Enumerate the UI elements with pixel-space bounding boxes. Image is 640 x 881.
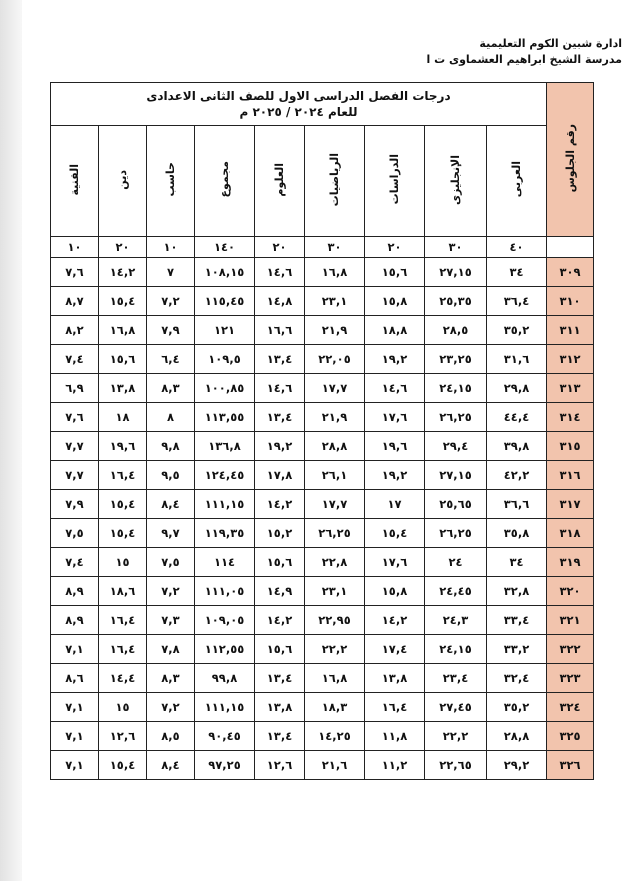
subject-header-label: العربى bbox=[510, 161, 523, 198]
seat-number-cell: ٣١٢ bbox=[547, 345, 594, 374]
score-cell: ١٣,٨ bbox=[255, 693, 305, 722]
seat-number-cell: ٣١٨ bbox=[547, 519, 594, 548]
score-cell: ١٢,٦ bbox=[99, 722, 147, 751]
subject-header-label: الدراسات bbox=[388, 154, 401, 205]
seat-number-cell: ٣٢٠ bbox=[547, 577, 594, 606]
score-cell: ٣٥,٢ bbox=[487, 693, 547, 722]
score-cell: ٧,٥ bbox=[147, 548, 195, 577]
score-cell: ٨,٥ bbox=[147, 722, 195, 751]
score-cell: ١٠٩,٠٥ bbox=[195, 606, 255, 635]
score-cell: ٩,٥ bbox=[147, 461, 195, 490]
subject-header-label: الإنجليزى bbox=[449, 154, 462, 205]
score-cell: ١١,٨ bbox=[365, 722, 425, 751]
score-cell: ٧,٢ bbox=[147, 577, 195, 606]
score-cell: ٤٢,٢ bbox=[487, 461, 547, 490]
seat-number-cell: ٣٢٣ bbox=[547, 664, 594, 693]
score-cell: ١٠٩,٥ bbox=[195, 345, 255, 374]
score-cell: ٩٩,٨ bbox=[195, 664, 255, 693]
table-row bbox=[51, 316, 594, 345]
score-cell: ٢١,٩ bbox=[305, 316, 365, 345]
score-cell: ٣٥,٨ bbox=[487, 519, 547, 548]
grades-table bbox=[50, 82, 594, 780]
score-cell: ١٢٤,٤٥ bbox=[195, 461, 255, 490]
score-cell: ١٧,٦ bbox=[365, 548, 425, 577]
score-cell: ٢١,٩ bbox=[305, 403, 365, 432]
score-cell: ١٧,٨ bbox=[255, 461, 305, 490]
score-cell: ٣٣,٤ bbox=[487, 606, 547, 635]
score-cell: ٧,٨ bbox=[147, 635, 195, 664]
score-cell: ٤٤,٤ bbox=[487, 403, 547, 432]
subject-header-label: الرياضيات bbox=[328, 152, 341, 207]
score-cell: ٢٦,٢٥ bbox=[305, 519, 365, 548]
table-row bbox=[51, 287, 594, 316]
score-cell: ١١١,١٥ bbox=[195, 693, 255, 722]
score-cell: ١٨,٨ bbox=[365, 316, 425, 345]
score-cell: ٣٥,٢ bbox=[487, 316, 547, 345]
subject-header-label: دين bbox=[116, 169, 129, 190]
seat-number-cell: ٣١٦ bbox=[547, 461, 594, 490]
score-cell: ٨,٣ bbox=[147, 374, 195, 403]
score-cell: ١٣,٨ bbox=[365, 664, 425, 693]
seat-number-cell: ٣١٥ bbox=[547, 432, 594, 461]
table-title-line2: للعام ٢٠٢٤ / ٢٠٢٥ م bbox=[239, 105, 358, 119]
subject-header-row bbox=[51, 126, 594, 237]
score-cell: ٢٢,٢ bbox=[425, 722, 487, 751]
table-row bbox=[51, 258, 594, 287]
score-cell: ٢١,٦ bbox=[305, 751, 365, 780]
score-cell: ٣٦,٦ bbox=[487, 490, 547, 519]
score-cell: ١٤,٢ bbox=[255, 606, 305, 635]
score-cell: ١٥,٦ bbox=[255, 548, 305, 577]
seat-number-cell: ٣٢٢ bbox=[547, 635, 594, 664]
score-cell: ١٥,٤ bbox=[99, 490, 147, 519]
subject-header bbox=[487, 126, 547, 237]
table-row bbox=[51, 490, 594, 519]
score-cell: ٢٤,٤٥ bbox=[425, 577, 487, 606]
score-cell: ١١٤ bbox=[195, 548, 255, 577]
score-cell: ٧,٤ bbox=[51, 548, 99, 577]
seat-number-cell: ٣١٩ bbox=[547, 548, 594, 577]
max-score-row bbox=[51, 237, 594, 258]
score-cell: ٢٨,٨ bbox=[487, 722, 547, 751]
score-cell: ١٣,٨ bbox=[99, 374, 147, 403]
table-row bbox=[51, 432, 594, 461]
score-cell: ٢٢,٨ bbox=[305, 548, 365, 577]
score-cell: ١٥,٨ bbox=[365, 577, 425, 606]
score-cell: ١٩,٦ bbox=[365, 432, 425, 461]
score-cell: ١٨ bbox=[99, 403, 147, 432]
seat-number-cell: ٣٢١ bbox=[547, 606, 594, 635]
score-cell: ٢٣,١ bbox=[305, 287, 365, 316]
score-cell: ٢٩,٤ bbox=[425, 432, 487, 461]
score-cell: ١٤,٦ bbox=[255, 374, 305, 403]
score-cell: ٢٢,٠٥ bbox=[305, 345, 365, 374]
subject-header bbox=[147, 126, 195, 237]
score-cell: ١١٢,٥٥ bbox=[195, 635, 255, 664]
score-cell: ٢٤,١٥ bbox=[425, 374, 487, 403]
seat-number-cell: ٣٢٦ bbox=[547, 751, 594, 780]
score-cell: ٢٤,١٥ bbox=[425, 635, 487, 664]
score-cell: ٣٢,٨ bbox=[487, 577, 547, 606]
table-row bbox=[51, 345, 594, 374]
table-row bbox=[51, 374, 594, 403]
score-cell: ١٥,٨ bbox=[365, 287, 425, 316]
score-cell: ١٤,٦ bbox=[255, 258, 305, 287]
score-cell: ٢٧,١٥ bbox=[425, 461, 487, 490]
score-cell: ٧,١ bbox=[51, 635, 99, 664]
seat-number-cell: ٣١٠ bbox=[547, 287, 594, 316]
score-cell: ٢٢,٩٥ bbox=[305, 606, 365, 635]
score-cell: ٩٧,٢٥ bbox=[195, 751, 255, 780]
score-cell: ١١٥,٤٥ bbox=[195, 287, 255, 316]
score-cell: ١١٩,٣٥ bbox=[195, 519, 255, 548]
score-cell: ١٥ bbox=[99, 693, 147, 722]
score-cell: ٢٧,١٥ bbox=[425, 258, 487, 287]
table-row bbox=[51, 751, 594, 780]
score-cell: ٣٤ bbox=[487, 548, 547, 577]
score-cell: ٣٣,٢ bbox=[487, 635, 547, 664]
score-cell: ٧,٧ bbox=[51, 461, 99, 490]
score-cell: ١٠٠,٨٥ bbox=[195, 374, 255, 403]
score-cell: ١٩,٢ bbox=[255, 432, 305, 461]
administration-name: ادارة شبين الكوم التعليمية bbox=[479, 37, 622, 50]
table-title bbox=[51, 83, 547, 126]
score-cell: ١١,٢ bbox=[365, 751, 425, 780]
score-cell: ٨,٩ bbox=[51, 606, 99, 635]
score-cell: ١٦,٨ bbox=[305, 258, 365, 287]
score-cell: ١٨,٣ bbox=[305, 693, 365, 722]
table-row bbox=[51, 403, 594, 432]
table-row bbox=[51, 519, 594, 548]
score-cell: ١٦,٤ bbox=[99, 461, 147, 490]
score-cell: ٢٦,١ bbox=[305, 461, 365, 490]
score-cell: ١٢,٦ bbox=[255, 751, 305, 780]
score-cell: ١٣٦,٨ bbox=[195, 432, 255, 461]
seat-number-cell: ٣٢٤ bbox=[547, 693, 594, 722]
score-cell: ٧,٩ bbox=[51, 490, 99, 519]
score-cell: ١٦,٤ bbox=[365, 693, 425, 722]
score-cell: ٢٥,٦٥ bbox=[425, 490, 487, 519]
seat-number-cell: ٣١٤ bbox=[547, 403, 594, 432]
score-cell: ٧,٢ bbox=[147, 693, 195, 722]
score-cell: ١١١,١٥ bbox=[195, 490, 255, 519]
subject-header-label: حاسب bbox=[164, 162, 177, 197]
subject-header bbox=[305, 126, 365, 237]
score-cell: ١٥,٤ bbox=[99, 751, 147, 780]
score-cell: ١٥,٢ bbox=[255, 519, 305, 548]
max-score-cell: ١٠ bbox=[51, 237, 99, 258]
score-cell: ١٥,٦ bbox=[255, 635, 305, 664]
score-cell: ٧,١ bbox=[51, 722, 99, 751]
score-cell: ٧,٧ bbox=[51, 432, 99, 461]
score-cell: ٧,٦ bbox=[51, 258, 99, 287]
score-cell: ١٤,٢٥ bbox=[305, 722, 365, 751]
subject-header bbox=[365, 126, 425, 237]
table-row bbox=[51, 722, 594, 751]
score-cell: ٩٠,٤٥ bbox=[195, 722, 255, 751]
score-cell: ٣٩,٨ bbox=[487, 432, 547, 461]
subject-header bbox=[99, 126, 147, 237]
score-cell: ٣٢,٤ bbox=[487, 664, 547, 693]
score-cell: ٦,٩ bbox=[51, 374, 99, 403]
score-cell: ١٧,٧ bbox=[305, 490, 365, 519]
score-cell: ٢٦,٢٥ bbox=[425, 519, 487, 548]
seat-number-cell: ٣١٣ bbox=[547, 374, 594, 403]
score-cell: ٨,٧ bbox=[51, 287, 99, 316]
score-cell: ١٦,٦ bbox=[255, 316, 305, 345]
score-cell: ٣١,٦ bbox=[487, 345, 547, 374]
score-cell: ٨,٤ bbox=[147, 751, 195, 780]
score-cell: ١٤,٢ bbox=[255, 490, 305, 519]
score-cell: ٢٤,٣ bbox=[425, 606, 487, 635]
score-cell: ٩,٧ bbox=[147, 519, 195, 548]
score-cell: ١٦,٤ bbox=[99, 635, 147, 664]
score-cell: ١٣,٤ bbox=[255, 722, 305, 751]
score-cell: ١٦,٨ bbox=[99, 316, 147, 345]
school-name: مدرسة الشيخ ابراهيم العشماوى ت ا bbox=[426, 53, 622, 66]
score-cell: ٧,٢ bbox=[147, 287, 195, 316]
score-cell: ١٣,٤ bbox=[255, 345, 305, 374]
score-cell: ١٥ bbox=[99, 548, 147, 577]
score-cell: ٨,٩ bbox=[51, 577, 99, 606]
score-cell: ١٥,٦ bbox=[365, 258, 425, 287]
score-cell: ١٥,٤ bbox=[99, 519, 147, 548]
score-cell: ١٤,٦ bbox=[365, 374, 425, 403]
score-cell: ١٤,٢ bbox=[365, 606, 425, 635]
score-cell: ١٧ bbox=[365, 490, 425, 519]
max-score-cell: ٢٠ bbox=[365, 237, 425, 258]
score-cell: ٣٤ bbox=[487, 258, 547, 287]
score-cell: ٧,١ bbox=[51, 751, 99, 780]
score-cell: ٨,٦ bbox=[51, 664, 99, 693]
subject-header bbox=[195, 126, 255, 237]
score-cell: ٣٦,٤ bbox=[487, 287, 547, 316]
score-cell: ٢٢,٢ bbox=[305, 635, 365, 664]
max-score-cell: ١٤٠ bbox=[195, 237, 255, 258]
score-cell: ٨,٤ bbox=[147, 490, 195, 519]
score-cell: ١٩,٢ bbox=[365, 345, 425, 374]
score-cell: ٢٣,٤ bbox=[425, 664, 487, 693]
table-row bbox=[51, 635, 594, 664]
score-cell: ١٨,٦ bbox=[99, 577, 147, 606]
subject-header bbox=[51, 126, 99, 237]
score-cell: ٢٩,٢ bbox=[487, 751, 547, 780]
score-cell: ١٤,٨ bbox=[255, 287, 305, 316]
score-cell: ٧,٦ bbox=[51, 403, 99, 432]
score-cell: ١٥,٤ bbox=[99, 287, 147, 316]
score-cell: ١٦,٨ bbox=[305, 664, 365, 693]
max-score-cell: ٢٠ bbox=[99, 237, 147, 258]
score-cell: ١٣,٤ bbox=[255, 403, 305, 432]
score-cell: ٢٥,٣٥ bbox=[425, 287, 487, 316]
score-cell: ٧ bbox=[147, 258, 195, 287]
subject-header-label: مجموع bbox=[218, 161, 231, 198]
score-cell: ٢٣,١ bbox=[305, 577, 365, 606]
score-cell: ١٢١ bbox=[195, 316, 255, 345]
table-title-line1: درجات الفصل الدراسى الاول للصف الثانى الاعدادى bbox=[146, 89, 451, 103]
score-cell: ٩,٨ bbox=[147, 432, 195, 461]
seat-number-cell: ٣٠٩ bbox=[547, 258, 594, 287]
score-cell: ٢٨,٨ bbox=[305, 432, 365, 461]
score-cell: ١٤,٤ bbox=[99, 664, 147, 693]
table-row bbox=[51, 606, 594, 635]
seat-number-cell: ٣١١ bbox=[547, 316, 594, 345]
score-cell: ١٧,٧ bbox=[305, 374, 365, 403]
subject-header-label: العلوم bbox=[273, 162, 286, 197]
score-cell: ١٩,٢ bbox=[365, 461, 425, 490]
score-cell: ١١١,٠٥ bbox=[195, 577, 255, 606]
score-cell: ٢٩,٨ bbox=[487, 374, 547, 403]
table-row bbox=[51, 461, 594, 490]
max-score-cell: ١٠ bbox=[147, 237, 195, 258]
table-row bbox=[51, 548, 594, 577]
score-cell: ١٥,٦ bbox=[99, 345, 147, 374]
score-cell: ٢٧,٤٥ bbox=[425, 693, 487, 722]
page-edge-shadow bbox=[0, 0, 22, 881]
seat-number-cell: ٣٢٥ bbox=[547, 722, 594, 751]
score-cell: ٢٦,٢٥ bbox=[425, 403, 487, 432]
table-row bbox=[51, 577, 594, 606]
seat-number-cell: ٣١٧ bbox=[547, 490, 594, 519]
max-score-cell: ٤٠ bbox=[487, 237, 547, 258]
score-cell: ٧,٣ bbox=[147, 606, 195, 635]
table-row bbox=[51, 693, 594, 722]
score-cell: ١٤,٢ bbox=[99, 258, 147, 287]
score-cell: ١٠٨,١٥ bbox=[195, 258, 255, 287]
seat-number-header: رقم الجلوس bbox=[547, 83, 594, 237]
score-cell: ١٩,٦ bbox=[99, 432, 147, 461]
subject-header bbox=[255, 126, 305, 237]
score-cell: ١٤,٩ bbox=[255, 577, 305, 606]
score-cell: ٧,٤ bbox=[51, 345, 99, 374]
subject-header bbox=[425, 126, 487, 237]
score-cell: ٨,٢ bbox=[51, 316, 99, 345]
score-cell: ١١٣,٥٥ bbox=[195, 403, 255, 432]
score-cell: ١٣,٤ bbox=[255, 664, 305, 693]
table-row bbox=[51, 664, 594, 693]
max-score-seat-blank bbox=[547, 237, 594, 258]
score-cell: ١٥,٤ bbox=[365, 519, 425, 548]
max-score-cell: ٢٠ bbox=[255, 237, 305, 258]
max-score-cell: ٣٠ bbox=[305, 237, 365, 258]
max-score-cell: ٣٠ bbox=[425, 237, 487, 258]
score-cell: ١٦,٤ bbox=[99, 606, 147, 635]
score-cell: ٧,١ bbox=[51, 693, 99, 722]
score-cell: ٢٣,٢٥ bbox=[425, 345, 487, 374]
score-cell: ٨,٣ bbox=[147, 664, 195, 693]
score-cell: ٢٢,٦٥ bbox=[425, 751, 487, 780]
score-cell: ١٧,٤ bbox=[365, 635, 425, 664]
score-cell: ٢٨,٥ bbox=[425, 316, 487, 345]
score-cell: ٧,٥ bbox=[51, 519, 99, 548]
score-cell: ٧,٩ bbox=[147, 316, 195, 345]
score-cell: ٢٤ bbox=[425, 548, 487, 577]
document-header bbox=[427, 36, 622, 68]
subject-header-label: الفنية bbox=[68, 163, 81, 196]
score-cell: ١٧,٦ bbox=[365, 403, 425, 432]
score-cell: ٨ bbox=[147, 403, 195, 432]
score-cell: ٦,٤ bbox=[147, 345, 195, 374]
